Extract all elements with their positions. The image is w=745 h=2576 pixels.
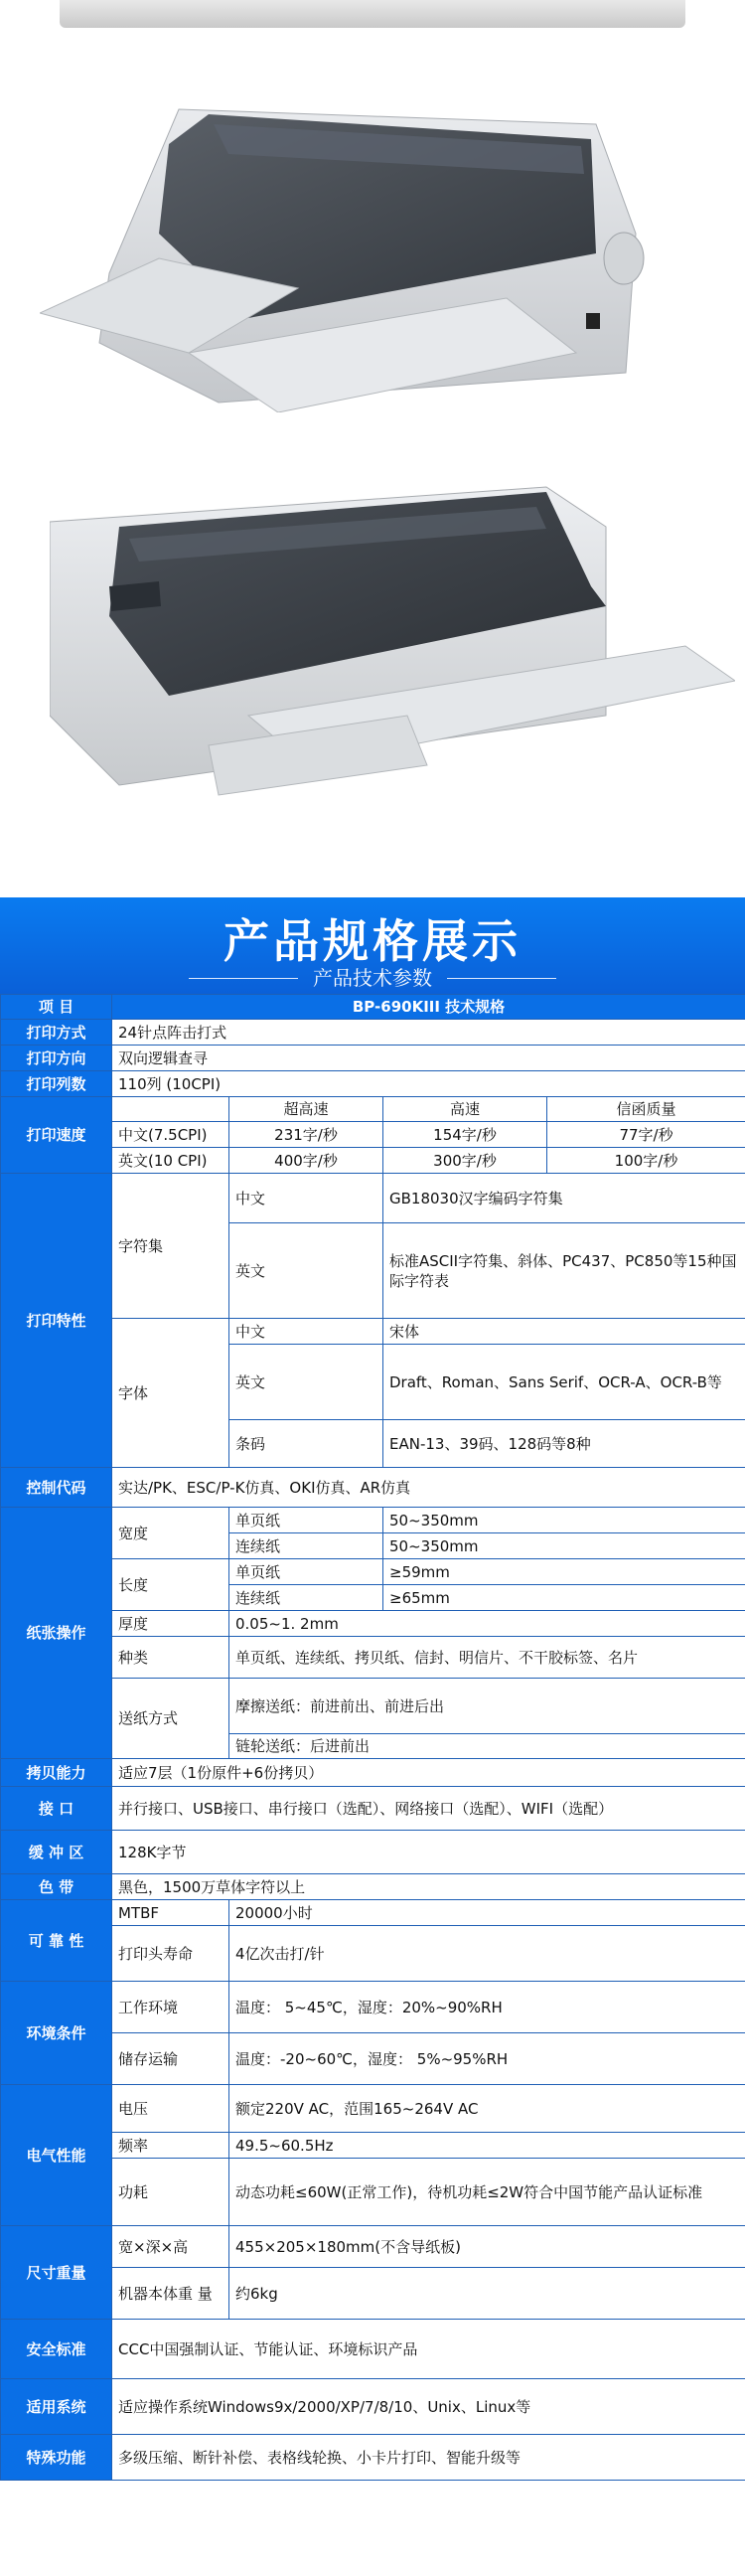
table-row: [1, 1637, 745, 1679]
sub-label: 种类: [112, 1637, 229, 1679]
table-row: [1, 1759, 745, 1787]
sub-label: 机器本体重 量: [112, 2268, 229, 2320]
row-label: 打印特性: [1, 1174, 112, 1468]
sub-value: 链轮送纸：后进前出: [229, 1734, 745, 1759]
row-value: 黑色，1500万草体字符以上: [112, 1874, 745, 1900]
sub-value: 额定220V AC，范围165~264V AC: [229, 2085, 745, 2133]
row-label: 缓 冲 区: [1, 1831, 112, 1874]
sub-label: 长度: [112, 1559, 229, 1611]
row-value: 128K字节: [112, 1831, 745, 1874]
header-model: BP-690KIII 技术规格: [112, 995, 745, 1020]
table-row: [1, 1926, 745, 1982]
row-value: 多级压缩、断针补偿、表格线轮换、小卡片打印、智能升级等: [112, 2435, 745, 2481]
sub-label: 频率: [112, 2133, 229, 2159]
sub-label: 宽度: [112, 1508, 229, 1559]
table-row: [1, 2379, 745, 2435]
sub-label: 电压: [112, 2085, 229, 2133]
speed-value: 400字/秒: [229, 1148, 383, 1174]
table-row: [1, 1468, 745, 1508]
sub-value: 0.05~1. 2mm: [229, 1611, 745, 1637]
table-row: [1, 2133, 745, 2159]
row-value: 110列 (10CPI): [112, 1071, 745, 1097]
row-label: 接 口: [1, 1787, 112, 1831]
speed-col-header: 超高速: [229, 1097, 383, 1122]
font-label: 字体: [112, 1319, 229, 1468]
speed-value: 100字/秒: [547, 1148, 745, 1174]
sub-value: ≥59mm: [383, 1559, 745, 1585]
row-label: 打印方向: [1, 1046, 112, 1071]
printer-photo-1: [40, 84, 666, 412]
sub-label: 打印头寿命: [112, 1926, 229, 1982]
sub-value: 50~350mm: [383, 1508, 745, 1533]
row-label: 控制代码: [1, 1468, 112, 1508]
sub-value: 摩擦送纸：前进前出、前进后出: [229, 1679, 745, 1734]
row-label: 可 靠 性: [1, 1900, 112, 1982]
speed-value: 154字/秒: [383, 1122, 547, 1148]
row-label: 纸张操作: [1, 1508, 112, 1759]
row-value: CCC中国强制认证、节能认证、环境标识产品: [112, 2320, 745, 2379]
spec-table: [0, 994, 745, 2481]
speed-value: 77字/秒: [547, 1122, 745, 1148]
table-row: [1, 2435, 745, 2481]
table-row: [1, 1559, 745, 1585]
sub-value: ≥65mm: [383, 1585, 745, 1611]
speed-corner: [112, 1097, 229, 1122]
row-label: 尺寸重量: [1, 2226, 112, 2320]
table-row: [1, 1122, 745, 1148]
table-row: [1, 1148, 745, 1174]
row-label: 环境条件: [1, 1982, 112, 2085]
table-row: [1, 1046, 745, 1071]
table-row: [1, 1874, 745, 1900]
banner-subtitle: 产品技术参数: [313, 966, 432, 990]
row-value: 实达/PK、ESC/P-K仿真、OKI仿真、AR仿真: [112, 1468, 745, 1508]
sub-value: 约6kg: [229, 2268, 745, 2320]
sub-label: 储存运输: [112, 2033, 229, 2085]
row-label: 适用系统: [1, 2379, 112, 2435]
sub-label: 厚度: [112, 1611, 229, 1637]
sub-label: 工作环境: [112, 1982, 229, 2033]
sub-label: 宽×深×高: [112, 2226, 229, 2268]
sub-value: 宋体: [383, 1319, 745, 1345]
sub-label: 中文: [229, 1319, 383, 1345]
row-label: 电气性能: [1, 2085, 112, 2226]
sub-label: MTBF: [112, 1900, 229, 1926]
row-label: 拷贝能力: [1, 1759, 112, 1787]
product-photos: [0, 0, 745, 897]
row-value: 并行接口、USB接口、串行接口（选配）、网络接口（选配）、WIFI（选配）: [112, 1787, 745, 1831]
row-label: 特殊功能: [1, 2435, 112, 2481]
table-row: [1, 1831, 745, 1874]
sub-label: 单页纸: [229, 1559, 383, 1585]
sub-value: 标准ASCII字符集、斜体、PC437、PC850等15种国际字符表: [383, 1223, 745, 1319]
sub-label: 连续纸: [229, 1585, 383, 1611]
table-row: [1, 2320, 745, 2379]
sub-value: 温度： 5~45℃，湿度：20%~90%RH: [229, 1982, 745, 2033]
row-value: 24针点阵击打式: [112, 1020, 745, 1046]
sub-label: 送纸方式: [112, 1679, 229, 1759]
sub-label: 中文: [229, 1174, 383, 1223]
table-row: [1, 1174, 745, 1223]
sub-value: GB18030汉字编码字符集: [383, 1174, 745, 1223]
sub-value: 20000小时: [229, 1900, 745, 1926]
sub-value: 单页纸、连续纸、拷贝纸、信封、明信片、不干胶标签、名片: [229, 1637, 745, 1679]
banner-title: 产品规格展示: [224, 914, 522, 968]
banner-divider-right: [447, 978, 556, 979]
table-row: [1, 1982, 745, 2033]
sub-value: EAN-13、39码、128码等8种: [383, 1420, 745, 1468]
row-label: 安全标准: [1, 2320, 112, 2379]
table-row: [1, 1020, 745, 1046]
table-row: [1, 1679, 745, 1734]
table-row: [1, 2159, 745, 2226]
table-row: [1, 2226, 745, 2268]
table-row: [1, 1787, 745, 1831]
table-row: [1, 1097, 745, 1122]
table-row: [1, 1611, 745, 1637]
sub-value: 49.5~60.5Hz: [229, 2133, 745, 2159]
speed-row-name: 英文(10 CPI): [112, 1148, 229, 1174]
sub-label: 条码: [229, 1420, 383, 1468]
table-header-row: [1, 995, 745, 1020]
row-value: 适应7层（1份原件+6份拷贝）: [112, 1759, 745, 1787]
sub-label: 英文: [229, 1345, 383, 1420]
speed-row-name: 中文(7.5CPI): [112, 1122, 229, 1148]
charset-label: 字符集: [112, 1174, 229, 1319]
sub-value: Draft、Roman、Sans Serif、OCR-A、OCR-B等: [383, 1345, 745, 1420]
sub-value: 50~350mm: [383, 1533, 745, 1559]
sub-value: 455×205×180mm(不含导纸板): [229, 2226, 745, 2268]
row-label: 色 带: [1, 1874, 112, 1900]
header-item: 项 目: [1, 995, 112, 1020]
row-label: 打印速度: [1, 1097, 112, 1174]
speed-value: 300字/秒: [383, 1148, 547, 1174]
table-row: [1, 2085, 745, 2133]
sub-label: 英文: [229, 1223, 383, 1319]
sub-label: 连续纸: [229, 1533, 383, 1559]
table-row: [1, 1900, 745, 1926]
sub-value: 4亿次击打/针: [229, 1926, 745, 1982]
table-row: [1, 1508, 745, 1533]
printer-photo-2: [50, 467, 735, 825]
sub-label: 单页纸: [229, 1508, 383, 1533]
sub-value: 温度：-20~60℃，湿度： 5%~95%RH: [229, 2033, 745, 2085]
table-row: [1, 1071, 745, 1097]
table-row: [1, 1319, 745, 1345]
row-value: 适应操作系统Windows9x/2000/XP/7/8/10、Unix、Linux等: [112, 2379, 745, 2435]
sub-label: 功耗: [112, 2159, 229, 2226]
spec-banner: [0, 897, 745, 994]
speed-value: 231字/秒: [229, 1122, 383, 1148]
row-label: 打印方式: [1, 1020, 112, 1046]
row-label: 打印列数: [1, 1071, 112, 1097]
speed-col-header: 信函质量: [547, 1097, 745, 1122]
row-value: 双向逻辑查寻: [112, 1046, 745, 1071]
printer-photo-top-partial: [60, 0, 685, 28]
sub-value: 动态功耗≤60W(正常工作)，待机功耗≤2W符合中国节能产品认证标准: [229, 2159, 745, 2226]
table-row: [1, 2268, 745, 2320]
table-row: [1, 2033, 745, 2085]
speed-col-header: 高速: [383, 1097, 547, 1122]
